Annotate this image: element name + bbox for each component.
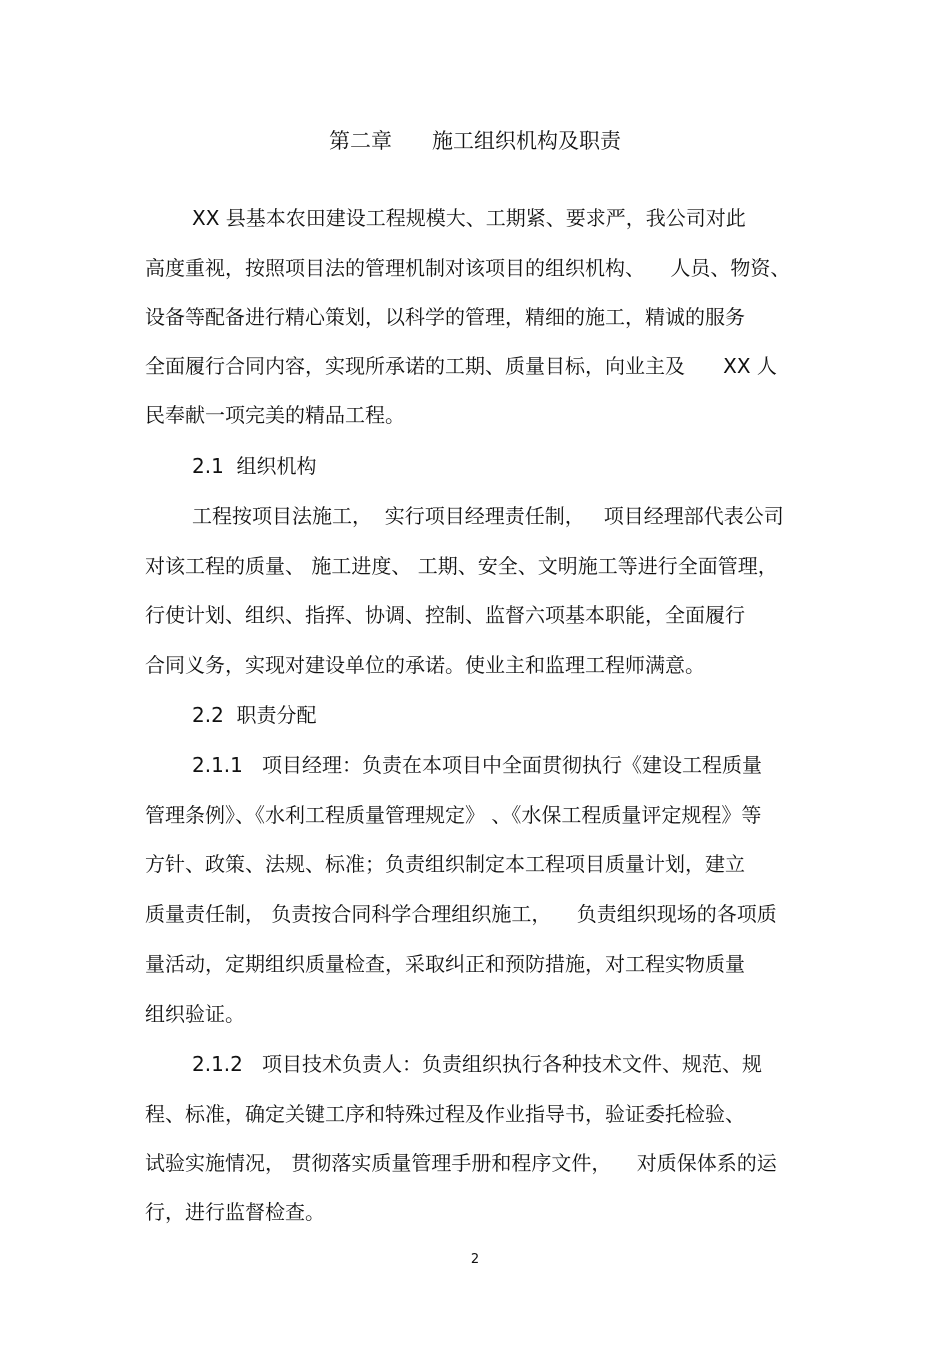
paragraph-line: 民奉献一项完美的精品工程。 [145,403,405,427]
paragraph-line: 全面履行合同内容，实现所承诺的工期、质量目标，向业主及 XX 人 [145,354,777,378]
paragraph-line: 方针、政策、法规、标准；负责组织制定本工程项目质量计划，建立 [145,852,745,876]
section-heading-2-1: 2.1 组织机构 [192,454,317,478]
paragraph-line: 质量责任制， 负责按合同科学合理组织施工， 负责组织现场的各项质 [145,902,777,926]
paragraph-line: 试验实施情况， 贯彻落实质量管理手册和程序文件， 对质保体系的运 [145,1151,777,1175]
paragraph-line: 工程按项目法施工， 实行项目经理责任制， 项目经理部代表公司 [192,504,784,528]
paragraph-line: 程、标准，确定关键工序和特殊过程及作业指导书，验证委托检验、 [145,1102,745,1126]
section-heading-2-2: 2.2 职责分配 [192,703,317,727]
paragraph-line: 量活动，定期组织质量检查，采取纠正和预防措施，对工程实物质量 [145,952,745,976]
paragraph-line: 合同义务，实现对建设单位的承诺。使业主和监理工程师满意。 [145,653,705,677]
paragraph-line: 管理条例》、《水利工程质量管理规定》 、《水保工程质量评定规程》等 [145,803,762,827]
page-number: 2 [470,1252,480,1267]
paragraph-line: 对该工程的质量、 施工进度、 工期、安全、文明施工等进行全面管理， [145,554,778,578]
paragraph-line: 行，进行监督检查。 [145,1200,325,1224]
paragraph-line: 组织验证。 [145,1002,245,1026]
paragraph-line: 设备等配备进行精心策划，以科学的管理，精细的施工，精诚的服务 [145,305,745,329]
chapter-title: 第二章 施工组织机构及职责 [328,129,622,153]
paragraph-line: 2.1.1 项目经理：负责在本项目中全面贯彻执行《建设工程质量 [192,753,762,777]
paragraph-line: 2.1.2 项目技术负责人：负责组织执行各种技术文件、规范、规 [192,1052,762,1076]
paragraph-line: 高度重视，按照项目法的管理机制对该项目的组织机构、 人员、物资、 [145,256,791,280]
paragraph-line: 行使计划、组织、指挥、协调、控制、监督六项基本职能，全面履行 [145,603,745,627]
paragraph-line: XX 县基本农田建设工程规模大、工期紧、要求严，我公司对此 [192,206,746,230]
